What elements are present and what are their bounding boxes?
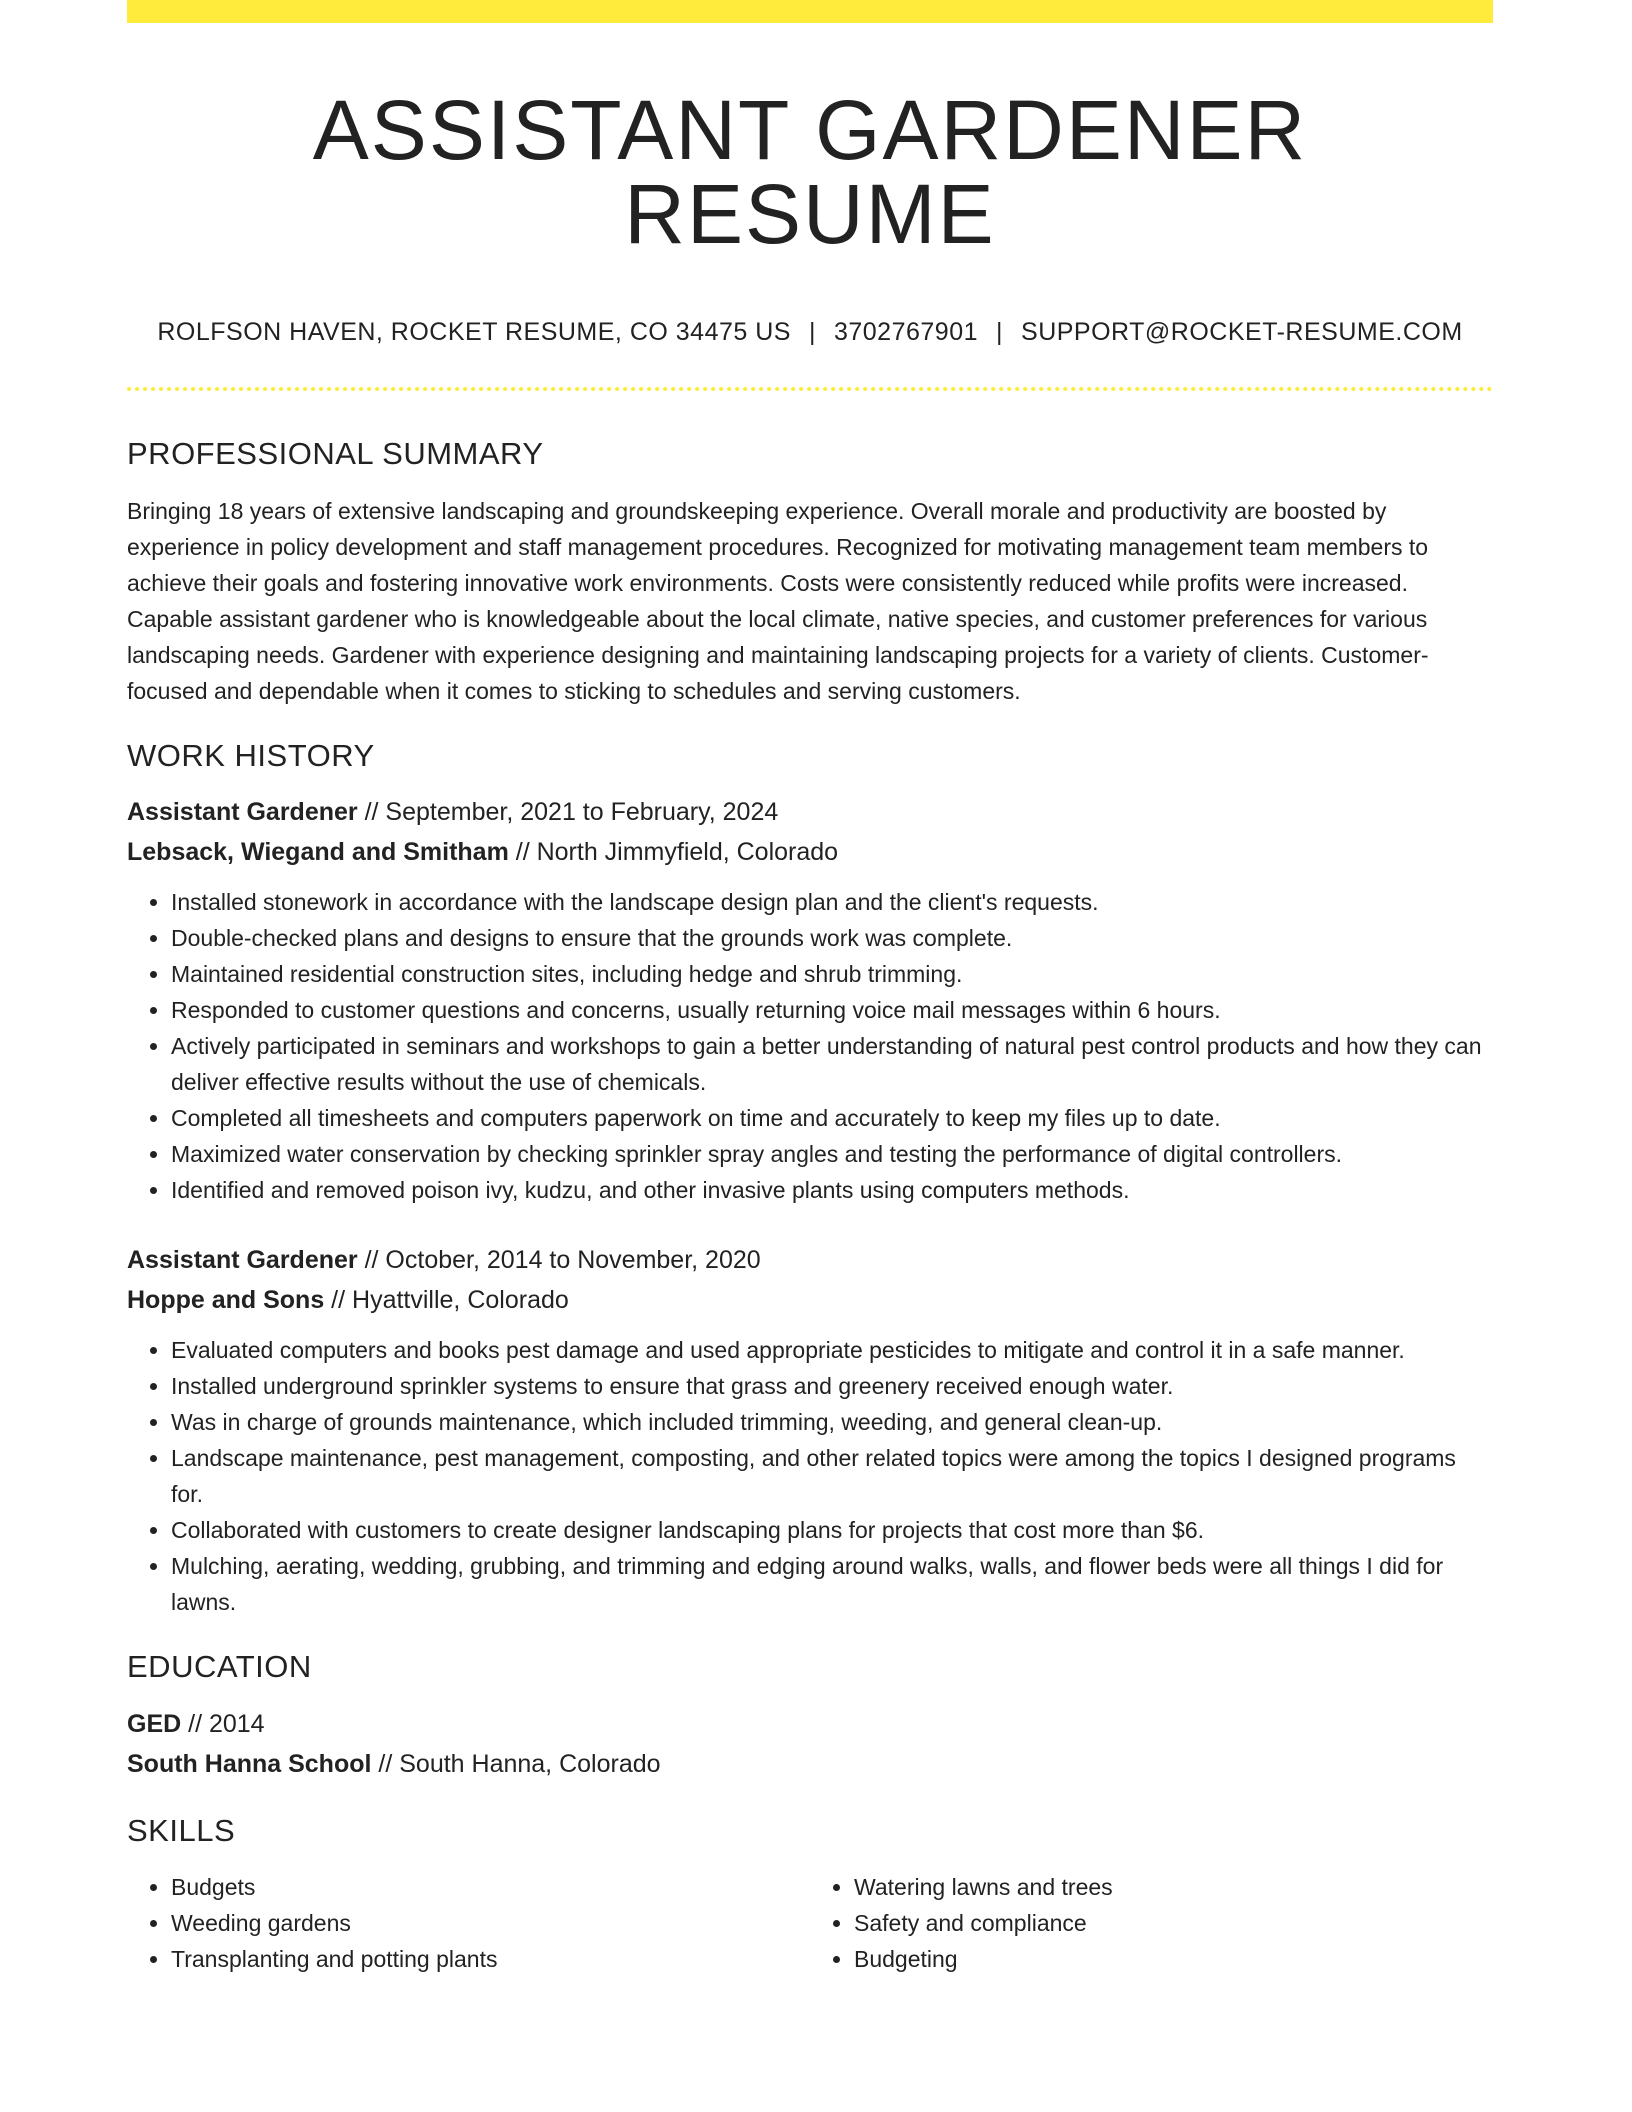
education-school: South Hanna School [127,1749,372,1778]
job-title-line [127,792,1493,832]
skill-item: • Transplanting and potting plants [171,1941,810,1977]
skill-item: • Weeding gardens [171,1905,810,1941]
job-duty: • Maximized water conservation by checking sprinkler spray angles and testing the performance of digital controllers. [171,1136,1493,1172]
job-title: Assistant Gardener [127,798,358,827]
education-heading: EDUCATION [127,1649,312,1685]
contact-line [127,318,1493,347]
summary-heading: PROFESSIONAL SUMMARY [127,436,544,471]
job-duty: • Actively participated in seminars and workshops to gain a better understanding of natural pest control products and how they can deliver effective results without the use of chemicals. [171,1028,1493,1100]
job-company-line [127,1280,1493,1320]
job-entry [127,1240,1493,1620]
summary-text: Bringing 18 years of extensive landscaping and groundskeeping experience. Overall morale and productivity are boosted by experience in policy development and staff management procedures. Recognized for motivating management team members to achieve their goals and fostering innovative work environments. Costs were consistently reduced while profits were increased. Capable assistant gardener who is knowledgeable about the local climate, native species, and customer preferences for various landscaping needs. Gardener with experience designing and maintaining landscaping projects for a variety of clients. Customer-focused and dependable when it comes to sticking to schedules and serving customers. [127,498,1429,705]
education-degree-line [127,1704,1493,1744]
job-duty: • Landscape maintenance, pest management, composting, and other related topics were among the topics I designed programs for. [171,1440,1493,1512]
skill-item: • Watering lawns and trees [854,1869,1493,1905]
skills-list-left [127,1869,810,1977]
job-duties-list [127,1332,1493,1620]
skills-heading: SKILLS [127,1812,236,1848]
job-duty: • Responded to customer questions and concerns, usually returning voice mail messages within 6 hours. [171,992,1493,1028]
resume-title: ASSISTANT GARDENER RESUME [312,83,1308,261]
job-location: // Hyattville, Colorado [324,1286,569,1315]
skill-item: • Budgeting [854,1941,1493,1977]
contact-separator: | [808,318,816,346]
job-dates: // October, 2014 to November, 2020 [357,1246,761,1275]
job-duty: • Installed underground sprinkler systems to ensure that grass and greenery received enough water. [171,1368,1493,1404]
contact-email: SUPPORT@ROCKET-RESUME.COM [1021,318,1463,346]
job-company: Hoppe and Sons [127,1286,325,1315]
skill-item: • Budgets [171,1869,810,1905]
education-degree: GED [127,1709,182,1738]
job-duty: • Maintained residential construction sites, including hedge and shrub trimming. [171,956,1493,992]
job-company-line [127,832,1493,872]
job-duty: • Double-checked plans and designs to ensure that the grounds work was complete. [171,920,1493,956]
skills-columns [127,1869,1493,1977]
contact-address: ROLFSON HAVEN, ROCKET RESUME, CO 34475 US [157,318,791,346]
job-duty: • Identified and removed poison ivy, kudzu, and other invasive plants using computers methods. [171,1172,1493,1208]
education-location: // South Hanna, Colorado [371,1749,661,1778]
resume-page [127,0,1493,1977]
job-location: // North Jimmyfield, Colorado [508,838,839,867]
job-entry [127,792,1493,1208]
education-year: // 2014 [181,1709,265,1738]
job-duties-list [127,884,1493,1208]
contact-separator: | [996,318,1004,346]
skills-list-right [810,1869,1493,1977]
job-company: Lebsack, Wiegand and Smitham [127,838,509,867]
job-duty: • Collaborated with customers to create designer landscaping plans for projects that cost more than $6. [171,1512,1493,1548]
job-duty: • Installed stonework in accordance with the landscape design plan and the client's requests. [171,884,1493,920]
job-title: Assistant Gardener [127,1246,358,1275]
dotted-divider [127,387,1493,391]
contact-phone: 3702767901 [833,318,979,346]
job-duty: • Evaluated computers and books pest damage and used appropriate pesticides to mitigate and control it in a safe manner. [171,1332,1493,1368]
job-dates: // September, 2021 to February, 2024 [357,798,779,827]
job-duty: • Completed all timesheets and computers paperwork on time and accurately to keep my files up to date. [171,1100,1493,1136]
job-duty: • Mulching, aerating, wedding, grubbing, and trimming and edging around walks, walls, and flower beds were all things I did for lawns. [171,1548,1493,1620]
top-accent-bar [127,0,1493,23]
job-duty: • Was in charge of grounds maintenance, which included trimming, weeding, and general clean-up. [171,1404,1493,1440]
skill-item: • Safety and compliance [854,1905,1493,1941]
education-entry [127,1704,1493,1784]
job-title-line [127,1240,1493,1280]
work-history-heading: WORK HISTORY [127,738,375,774]
education-school-line [127,1744,1493,1784]
